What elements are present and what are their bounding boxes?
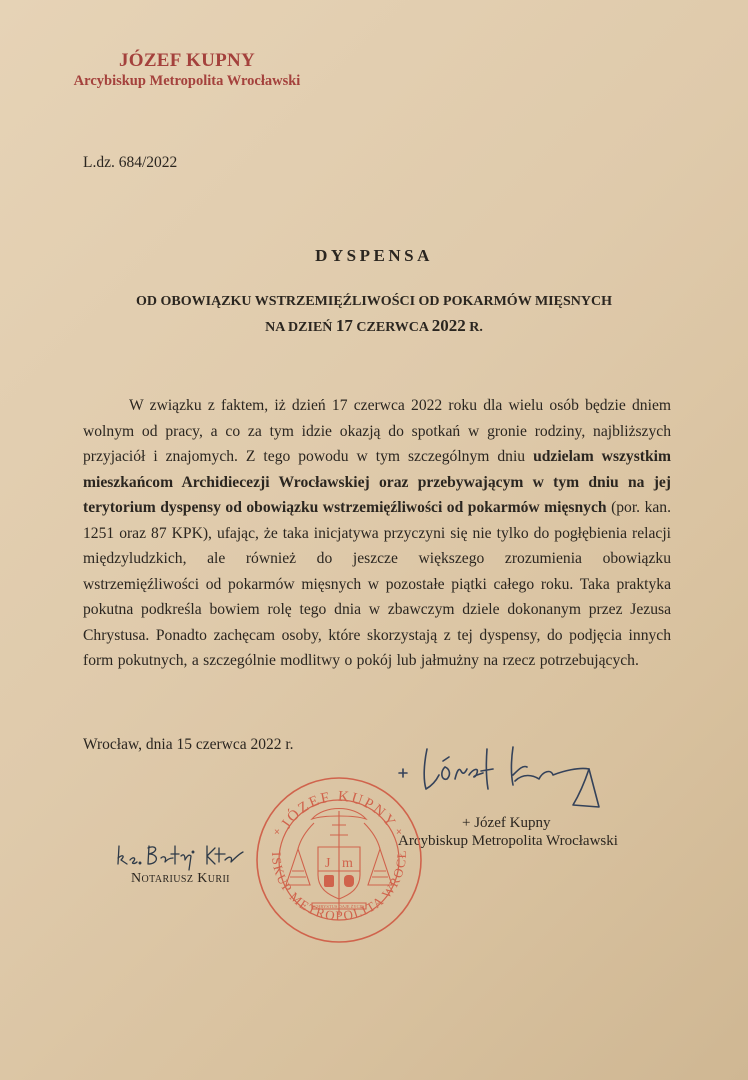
subtitle-line-2 (0, 314, 748, 340)
signatory-name: + Józef Kupny (462, 815, 551, 831)
reference-number: L.dz. 684/2022 (83, 154, 178, 171)
subtitle-prefix: NA DZIEŃ (265, 320, 336, 335)
notary-title: Notariusz Kurii (131, 871, 230, 886)
document-title: DYSPENSA (315, 246, 433, 265)
body-part-1: W związku z faktem, iż dzień 17 czerwca 2022 roku dla wielu osób będzie dniem wolnym od pracy, a co za tym idzie okazją do spotkań w gronie rodziny, najbliższych przyjaciół i znajomych. Z tego powodu w tym szczególnym dniu (83, 397, 671, 465)
seal-motto: CHRYSTUS DAJE ŻYCIE (314, 904, 364, 909)
seal-bottom-text: ARCYBISKUP METROPOLITA WROCŁAWSKI (247, 763, 410, 924)
svg-text:m: m (342, 856, 353, 871)
document-subtitle (0, 290, 748, 340)
archbishop-signature (393, 745, 623, 815)
body-part-2: (por. kan. 1251 oraz 87 KPK), ufając, że taka inicjatywa przyczyni się nie tylko do pogłębienia relacji międzyludzkich, ale również do jeszcze większego zrozumienia obowiązku wstrzemięźliwości od pokarmów mięsnych w pozostałe piątki całego roku. Taka praktyka pokutna podkreśla bowiem rolę tego dnia w zbawczym dziele dokonanym przez Jezusa Chrystusa. Ponadto zachęcam osoby, które skorzystają z tej dyspensy, do podjęcia innych form pokutnych, a szczególnie modlitwy o pokój lub jałmużny na rzecz potrzebujących. (83, 499, 671, 669)
subtitle-month: CZERWCA (352, 320, 432, 335)
body-paragraph (83, 393, 671, 674)
subtitle-day: 17 (335, 316, 353, 335)
svg-text:×: × (396, 827, 402, 838)
subtitle-year: 2022 (431, 316, 466, 335)
svg-text:J: J (325, 856, 331, 871)
archdiocese-seal (247, 763, 424, 945)
letterhead-name: JÓZEF KUPNY (118, 50, 256, 71)
seal-top-text: JÓZEF KUPNY (278, 788, 400, 832)
signatory-title: Arcybiskup Metropolita Wrocławski (398, 833, 618, 849)
body-bold-decree: udzielam wszystkim mieszkańcom Archidiecezji Wrocławskiej oraz przebywającym w tym dniu na jej terytorium dyspensy od obowiązku wstrzemięźliwości od pokarmów mięsnych (83, 448, 671, 516)
subtitle-suffix: R. (465, 320, 483, 335)
svg-text:×: × (274, 827, 280, 838)
subtitle-line-1: OD OBOWIĄZKU WSTRZEMIĘŹLIWOŚCI OD POKARMÓW MIĘSNYCH (136, 294, 612, 309)
place-and-date: Wrocław, dnia 15 czerwca 2022 r. (83, 736, 294, 753)
letterhead-title: Arcybiskup Metropolita Wrocławski (73, 73, 301, 89)
notary-signature (115, 842, 245, 872)
